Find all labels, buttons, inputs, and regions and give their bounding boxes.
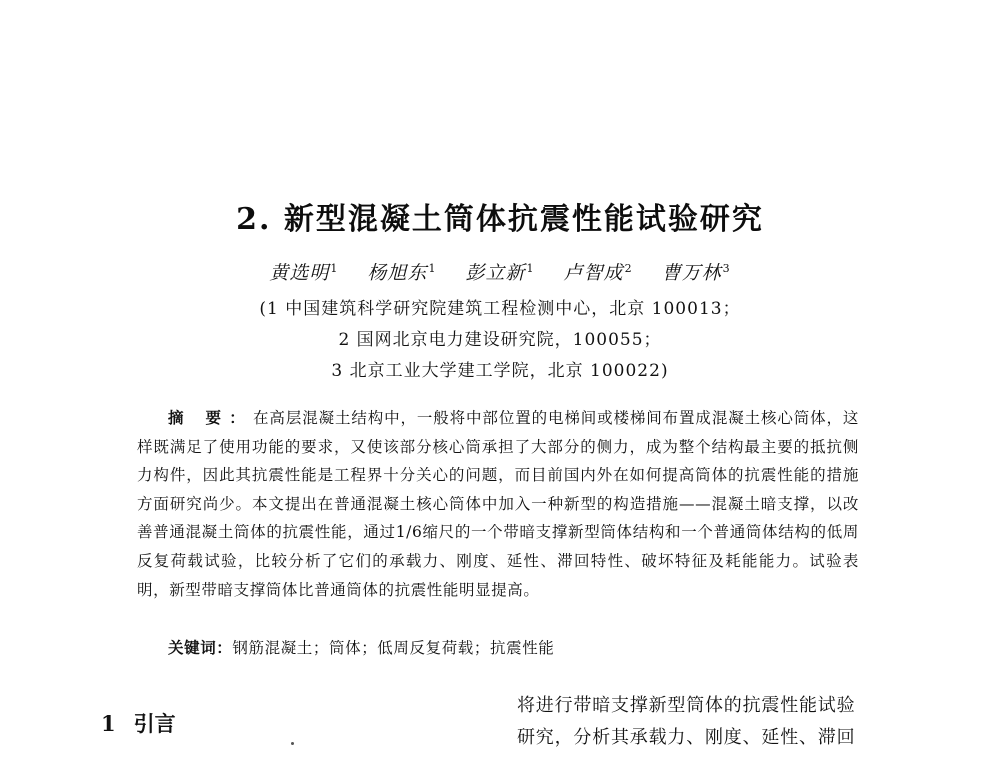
author-name: 杨旭东	[367, 262, 428, 284]
paper-title: 2. 新型混凝土筒体抗震性能试验研究	[236, 202, 764, 237]
author-name: 卢智成	[563, 262, 624, 284]
keywords-label: 关键词：	[168, 638, 233, 657]
right-column-text	[517, 690, 897, 754]
author-affil-mark: 1	[526, 261, 535, 275]
section-heading	[101, 708, 176, 738]
body-text-line: 研究，分析其承载力、刚度、延性、滞回	[517, 727, 856, 748]
scan-speck	[291, 742, 294, 745]
author-affil-mark: 1	[330, 261, 339, 275]
author-affil-mark: 2	[624, 261, 633, 275]
author-name: 彭立新	[465, 262, 526, 284]
author-list	[0, 258, 1000, 285]
abstract-text: 在高层混凝土结构中，一般将中部位置的电梯间或楼梯间布置成混凝土核心筒体，这样既满足了使用功能的要求，又使该部分核心筒承担了大部分的侧力，成为整个结构最主要的抵抗侧力构件，因此其抗震性能是工程界十分关心的问题，而目前国内外在如何提高筒体的抗震性能的措施方面研究尚少。本文提出在普通混凝土核心筒体中加入一种新型的构造措施——混凝土暗支撑，以改善普通混凝土筒体的抗震性能，通过1/6缩尺的一个带暗支撑新型筒体结构和一个普通筒体结构的低周反复荷载试验，比较分析了它们的承载力、刚度、延性、滞回特性、破坏特征及耗能能力。试验表明，新型带暗支撑筒体比普通筒体的抗震性能明显提高。	[137, 409, 860, 599]
author	[367, 262, 436, 284]
author	[465, 262, 534, 284]
author	[662, 262, 731, 284]
affiliation-3: 3 北京工业大学建工学院，北京 100022)	[331, 361, 669, 381]
author	[269, 262, 338, 284]
author-name: 曹万林	[661, 262, 722, 284]
abstract-label: 摘 要：	[168, 408, 254, 427]
author-name: 黄选明	[269, 262, 330, 284]
keywords	[168, 636, 554, 658]
author-affil-mark: 3	[722, 261, 731, 275]
section-number: 1	[101, 711, 116, 736]
author-affil-mark: 1	[428, 261, 437, 275]
body-text-line: 将进行带暗支撑新型筒体的抗震性能试验	[517, 695, 856, 716]
keywords-text: 钢筋混凝土；筒体；低周反复荷载；抗震性能	[232, 639, 555, 657]
abstract-paragraph	[137, 404, 859, 604]
author	[564, 262, 633, 284]
affiliation-1: (1 中国建筑科学研究院建筑工程检测中心，北京 100013；	[259, 299, 741, 319]
abstract	[137, 404, 859, 604]
affiliation-2: 2 国网北京电力建设研究院，100055；	[338, 330, 662, 350]
section-title: 引言	[133, 711, 176, 736]
